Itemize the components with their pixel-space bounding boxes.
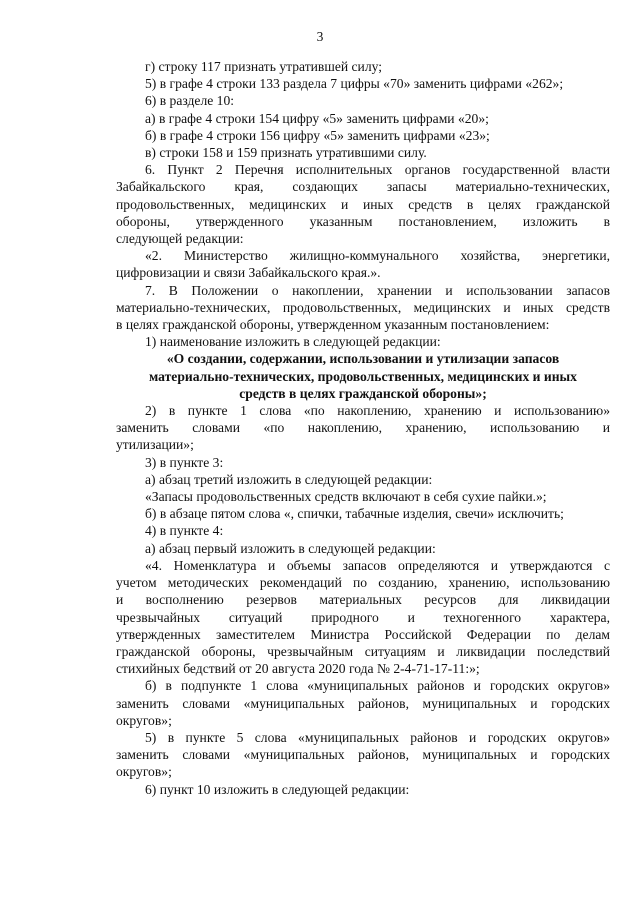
text-line: округов»; <box>116 712 172 728</box>
text-line: б) в графе 4 строки 156 цифру «5» заменить цифрами «23»; <box>145 127 490 143</box>
text-line: «О создании, содержании, использовании и утилизации запасов <box>166 351 560 367</box>
text-line: следующей редакции: <box>116 231 244 247</box>
text-line: 6) в разделе 10: <box>145 93 235 109</box>
text-line: обороны, утвержденного указанным постановлением, изложить в <box>116 213 610 229</box>
text-line: 5) в графе 4 строки 133 раздела 7 цифры «70» заменить цифрами «262»; <box>145 76 564 92</box>
text-line: стихийных бедствий от 20 августа 2020 года № 2-4-71-17-11:»; <box>116 661 480 677</box>
text-line: Забайкальского края, создающих запасы материально-технических, <box>116 179 610 195</box>
page-number: 3 <box>316 29 324 44</box>
text-line: округов»; <box>116 764 172 780</box>
text-line: заменить словами «муниципальных районов, муниципальных и городских <box>116 695 610 711</box>
text-line: «4. Номенклатура и объемы запасов определяются и утверждаются с <box>145 557 610 573</box>
text-line: 4) в пункте 4: <box>145 523 224 539</box>
text-line: учетом методических рекомендаций по созданию, хранению, использованию <box>116 575 610 591</box>
text-line: утвержденных заместителем Министра Российской Федерации по делам <box>116 626 610 642</box>
text-line: заменить словами «по накоплению, хранению, использованию и <box>116 420 610 436</box>
text-line: продовольственных, медицинских и иных средств в целях гражданской <box>116 196 610 212</box>
text-line: и восполнению резервов материальных ресурсов для ликвидации <box>116 592 610 608</box>
text-line: а) абзац первый изложить в следующей редакции: <box>145 540 436 556</box>
text-line: 5) в пункте 5 слова «муниципальных районов и городских округов» <box>145 729 610 745</box>
text-line: а) абзац третий изложить в следующей редакции: <box>145 471 433 487</box>
text-line: «2. Министерство жилищно-коммунального хозяйства, энергетики, <box>145 248 610 264</box>
text-line: чрезвычайных ситуаций природного и техногенного характера, <box>116 609 610 625</box>
text-line: «Запасы продовольственных средств включают в себя сухие пайки.»; <box>145 489 547 505</box>
text-line: 1) наименование изложить в следующей редакции: <box>145 334 441 350</box>
text-line: а) в графе 4 строки 154 цифру «5» заменить цифрами «20»; <box>145 110 489 126</box>
text-line: 6. Пункт 2 Перечня исполнительных органов государственной власти <box>145 162 610 178</box>
text-line: цифровизации и связи Забайкальского края.». <box>116 265 381 281</box>
document-body <box>116 58 610 798</box>
text-line: 2) в пункте 1 слова «по накоплению, хранению и использованию» <box>145 403 610 419</box>
text-line: материально-технических, продовольственных, медицинских и иных <box>149 368 577 384</box>
text-line: б) в абзаце пятом слова «, спички, табачные изделия, свечи» исключить; <box>145 506 564 522</box>
text-line: 3) в пункте 3: <box>145 454 224 470</box>
text-line: материально-технических, продовольственных, медицинских и иных средств <box>116 299 610 315</box>
text-line: 7. В Положении о накоплении, хранении и использовании запасов <box>145 282 610 298</box>
text-line: утилизации»; <box>116 437 194 453</box>
text-line: в) строки 158 и 159 признать утратившими силу. <box>145 145 427 161</box>
text-line: г) строку 117 признать утратившей силу; <box>145 59 383 74</box>
text-line: б) в подпункте 1 слова «муниципальных районов и городских округов» <box>145 678 610 694</box>
text-line: средств в целях гражданской обороны»; <box>239 385 487 401</box>
text-line: в целях гражданской обороны, утвержденном указанным постановлением: <box>116 317 550 333</box>
text-line: 6) пункт 10 изложить в следующей редакции: <box>145 781 410 797</box>
text-line: гражданской обороны, чрезвычайным ситуациям и ликвидации последствий <box>116 643 610 659</box>
text-line: заменить словами «муниципальных районов, муниципальных и городских <box>116 747 610 763</box>
